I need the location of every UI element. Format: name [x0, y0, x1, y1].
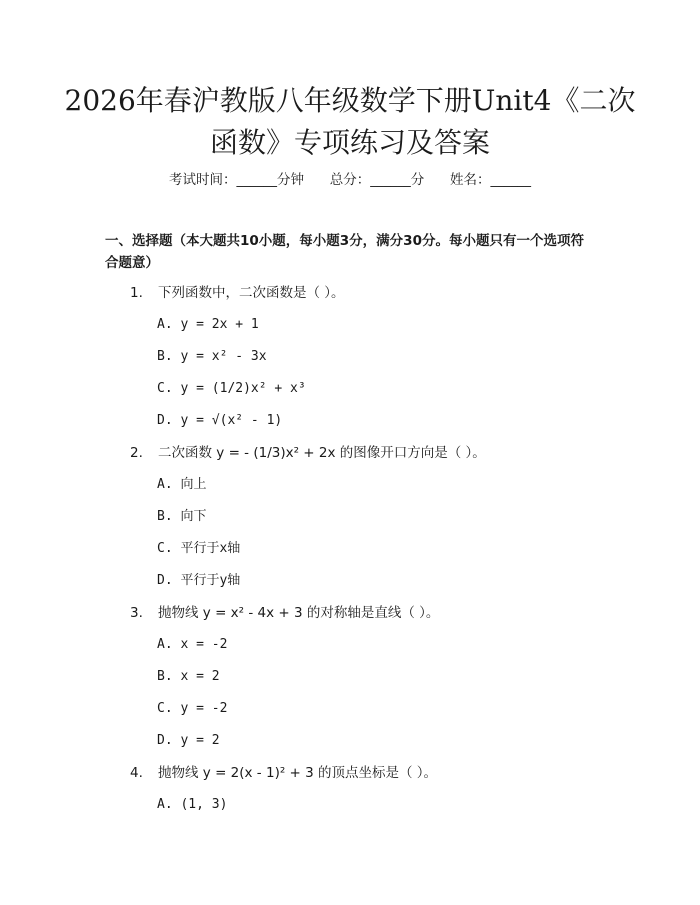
question-number: 2. — [130, 445, 143, 461]
option-2c: C. 平行于x轴 — [157, 541, 241, 556]
option-4a: A. (1, 3) — [157, 797, 228, 812]
question-number: 1. — [130, 285, 143, 301]
question-3 — [130, 603, 439, 623]
question-text: 抛物线 y = x² - 4x + 3 的对称轴是直线（ ）。 — [158, 605, 440, 621]
question-4 — [130, 763, 437, 783]
option-3d: D. y = 2 — [157, 733, 220, 748]
question-text: 抛物线 y = 2(x - 1)² + 3 的顶点坐标是（ ）。 — [158, 765, 438, 781]
exam-meta-line: 考试时间：______分钟 总分：______分 姓名：______ — [169, 172, 531, 188]
option-3c: C. y = -2 — [157, 701, 228, 716]
option-2b: B. 向下 — [157, 509, 207, 524]
document-title: 2026年春沪教版八年级数学下册Unit4《二次函数》专项练习及答案 — [64, 84, 636, 159]
section-heading: 一、选择题（本大题共10小题，每小题3分，满分30分。每小题只有一个选项符合题意） — [105, 233, 584, 271]
option-1d: D. y = √(x² - 1) — [157, 413, 283, 428]
option-3b: B. x = 2 — [157, 669, 220, 684]
question-text: 二次函数 y = - (1/3)x² + 2x 的图像开口方向是（ ）。 — [158, 445, 486, 461]
option-3a: A. x = -2 — [157, 637, 228, 652]
option-1a: A. y = 2x + 1 — [157, 317, 259, 332]
option-2a: A. 向上 — [157, 477, 207, 492]
option-2d: D. 平行于y轴 — [157, 573, 241, 588]
question-number: 4. — [130, 765, 143, 781]
option-1c: C. y = (1/2)x² + x³ — [157, 381, 306, 396]
question-number: 3. — [130, 605, 143, 621]
question-2 — [130, 443, 486, 463]
question-text: 下列函数中，二次函数是（ ）。 — [158, 285, 345, 301]
option-1b: B. y = x² - 3x — [157, 349, 267, 364]
question-1 — [130, 283, 345, 303]
